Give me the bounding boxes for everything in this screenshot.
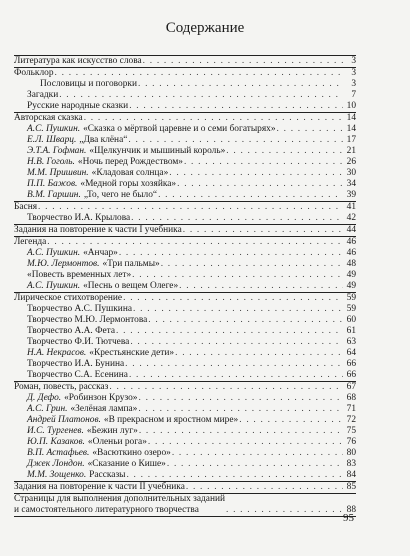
toc-entry-page: 66 bbox=[346, 370, 356, 380]
toc-entry-author: М.Ю. Лермонтов. bbox=[27, 259, 100, 269]
toc-entry-page: 68 bbox=[346, 393, 356, 403]
toc-entry-title: Русские народные сказки bbox=[27, 101, 129, 111]
toc-entry-page: 3 bbox=[351, 56, 356, 66]
toc-entry-page: 64 bbox=[346, 348, 356, 358]
toc-entry-title: «Повесть временных лет» bbox=[27, 270, 132, 280]
toc-entry-author: Джек Лондон. bbox=[27, 459, 85, 469]
dot-leader bbox=[129, 370, 343, 381]
toc-entry[interactable] bbox=[14, 370, 356, 381]
dot-leader bbox=[128, 135, 343, 146]
toc-entry-title: Творчество А.С. Пушкина bbox=[27, 304, 133, 314]
dot-leader bbox=[175, 348, 343, 359]
toc-entry[interactable] bbox=[14, 190, 356, 201]
toc-section bbox=[14, 113, 356, 202]
toc-entry-title: Рассказы bbox=[89, 470, 126, 480]
toc-entry-author: Н.В. Гоголь. bbox=[27, 157, 75, 167]
dot-leader bbox=[148, 315, 343, 326]
dot-leader bbox=[148, 437, 343, 448]
toc-entry-page: 3 bbox=[351, 68, 356, 78]
toc-entry-page: 39 bbox=[346, 190, 356, 200]
toc-entry-title: Загадки bbox=[27, 90, 59, 100]
toc-entry-title: «В прекрасном и яростном мире» bbox=[103, 415, 239, 425]
dot-leader bbox=[226, 505, 343, 516]
dot-leader bbox=[131, 213, 343, 224]
toc-entry-page: 46 bbox=[346, 248, 356, 258]
toc-entry[interactable] bbox=[14, 101, 356, 112]
toc-entry[interactable] bbox=[14, 359, 356, 370]
toc-entry-page: 17 bbox=[346, 135, 356, 145]
dot-leader bbox=[59, 90, 343, 101]
toc-entry[interactable] bbox=[14, 281, 356, 292]
toc-entry-page: 49 bbox=[346, 270, 356, 280]
toc-entry-author: Д. Дефо. bbox=[27, 393, 62, 403]
dot-leader bbox=[55, 68, 343, 79]
dot-leader bbox=[132, 270, 343, 281]
toc-entry-author: В.П. Астафьев. bbox=[27, 448, 90, 458]
toc-entry-author: В.М. Гаршин. bbox=[27, 190, 81, 200]
toc-entry[interactable] bbox=[14, 304, 356, 315]
toc-entry-page: 7 bbox=[351, 90, 356, 100]
toc-entry-page: 44 bbox=[346, 225, 356, 235]
toc-entry-page: 49 bbox=[346, 281, 356, 291]
toc-entry-page: 46 bbox=[346, 237, 356, 247]
toc-section bbox=[14, 68, 356, 113]
toc-entry-title: Задания на повторение к части I учебника bbox=[14, 225, 182, 235]
toc-entry[interactable] bbox=[14, 56, 356, 67]
toc-entry[interactable] bbox=[14, 494, 356, 516]
toc-entry-page: 72 bbox=[346, 415, 356, 425]
toc-entry-title: Творчество М.Ю. Лермонтова bbox=[27, 315, 148, 325]
toc-entry-page: 83 bbox=[346, 459, 356, 469]
toc-entry-title: Авторская сказка bbox=[14, 113, 83, 123]
toc-entry-title: «Песнь о вещем Олеге» bbox=[83, 281, 179, 291]
toc-entry-title: Роман, повесть, рассказ bbox=[14, 382, 109, 392]
toc-entry-page: 66 bbox=[346, 359, 356, 369]
dot-leader bbox=[139, 393, 344, 404]
toc-section bbox=[14, 494, 356, 516]
toc-entry-author: П.П. Бажов. bbox=[27, 179, 78, 189]
toc-entry-title: Пословицы и поговорки bbox=[40, 79, 137, 89]
toc-entry-title: «Три пальмы» bbox=[102, 259, 160, 269]
toc-section bbox=[14, 482, 356, 494]
toc-entry-title: Литература как искусство слова bbox=[14, 56, 142, 66]
toc-entry[interactable] bbox=[14, 293, 356, 304]
toc-entry-page: 88 bbox=[346, 505, 356, 515]
toc-entry-author: Е.Л. Шварц. bbox=[27, 135, 77, 145]
dot-leader bbox=[130, 337, 343, 348]
toc-entry[interactable] bbox=[14, 270, 356, 281]
toc-entry-page: 30 bbox=[346, 168, 356, 178]
toc-entry-title: «Сказка о мёртвой царевне и о семи богатырях» bbox=[83, 124, 276, 134]
dot-leader bbox=[84, 113, 343, 124]
toc-entry-title: Задания на повторение к части II учебника bbox=[14, 482, 185, 492]
toc-section bbox=[14, 56, 356, 68]
toc-entry[interactable] bbox=[14, 202, 356, 213]
toc-entry-author: Э.Т.А. Гофман. bbox=[27, 146, 87, 156]
toc-entry-page: 63 bbox=[346, 337, 356, 347]
toc-entry-page: 80 bbox=[346, 448, 356, 458]
toc-entry-title: «Бежин луг» bbox=[86, 426, 138, 436]
toc-entry[interactable] bbox=[14, 90, 356, 101]
toc-section bbox=[14, 202, 356, 225]
toc-entry[interactable] bbox=[14, 382, 356, 393]
toc-entry-page: 34 bbox=[346, 179, 356, 189]
toc-entry[interactable] bbox=[14, 157, 356, 168]
toc-entry-page: 21 bbox=[346, 146, 356, 156]
toc-entry-page: 14 bbox=[346, 113, 356, 123]
toc-entry-title: «Кладовая солнца» bbox=[91, 168, 169, 178]
dot-leader bbox=[126, 470, 343, 481]
toc-entry-page: 10 bbox=[346, 101, 356, 111]
dot-leader bbox=[158, 190, 343, 201]
toc-entry-title: Творчество И.А. Бунина bbox=[27, 359, 125, 369]
toc-entry[interactable] bbox=[14, 404, 356, 415]
toc-entry-title: «Робинзон Крузо» bbox=[64, 393, 138, 403]
dot-leader bbox=[133, 304, 343, 315]
dot-leader bbox=[169, 168, 343, 179]
toc-entry[interactable] bbox=[14, 337, 356, 348]
toc-entry-author: М.М. Пришвин. bbox=[27, 168, 89, 178]
toc-entry-page: 59 bbox=[346, 293, 356, 303]
dot-leader bbox=[177, 179, 343, 190]
toc-entry-title: Творчество А.А. Фета bbox=[27, 326, 116, 336]
toc-entry[interactable] bbox=[14, 448, 356, 459]
toc-entry-title: «Васюткино озеро» bbox=[92, 448, 171, 458]
toc-entry-page: 84 bbox=[346, 470, 356, 480]
toc-entry-title: «Сказание о Кише» bbox=[87, 459, 166, 469]
toc-entry-title: Творчество И.А. Крылова bbox=[27, 213, 131, 223]
dot-leader bbox=[186, 482, 343, 493]
toc-entry[interactable] bbox=[14, 315, 356, 326]
toc-entry[interactable] bbox=[14, 79, 356, 90]
toc-entry-title: Басня bbox=[14, 202, 38, 212]
toc-entry[interactable] bbox=[14, 146, 356, 157]
toc-entry-title bbox=[14, 494, 225, 516]
dot-leader bbox=[179, 281, 343, 292]
toc-entry-title: Фольклор bbox=[14, 68, 54, 78]
toc-entry-page: 41 bbox=[346, 202, 356, 212]
toc-entry-title: «Щелкунчик и мышиный король» bbox=[89, 146, 226, 156]
dot-leader bbox=[167, 459, 343, 470]
dot-leader bbox=[125, 359, 343, 370]
toc-entry-title: „Два клёна“ bbox=[79, 135, 128, 145]
dot-leader bbox=[277, 124, 343, 135]
toc-entry-title: „То, чего не было“ bbox=[83, 190, 158, 200]
toc-entry[interactable] bbox=[14, 482, 356, 493]
toc-section bbox=[14, 293, 356, 382]
dot-leader bbox=[138, 404, 343, 415]
toc-entry-title: Лирическое стихотворение bbox=[14, 293, 123, 303]
toc-entry-author: А.С. Пушкин. bbox=[27, 248, 81, 258]
toc-entry-page: 85 bbox=[346, 482, 356, 492]
toc-entry-title: «Оленьи рога» bbox=[87, 437, 147, 447]
dot-leader bbox=[139, 426, 343, 437]
page-number: 95 bbox=[343, 512, 354, 524]
dot-leader bbox=[226, 146, 343, 157]
toc-entry[interactable] bbox=[14, 124, 356, 135]
toc-entry-page: 42 bbox=[346, 213, 356, 223]
toc-entry-title-line: Страницы для выполнения дополнительных заданий bbox=[14, 494, 225, 504]
dot-leader bbox=[143, 56, 343, 67]
table-of-contents bbox=[14, 55, 356, 517]
dot-leader bbox=[184, 157, 343, 168]
toc-entry[interactable] bbox=[14, 248, 356, 259]
toc-entry-title: «Ночь перед Рождеством» bbox=[77, 157, 183, 167]
dot-leader bbox=[109, 382, 343, 393]
toc-entry-title: «Медной горы хозяйка» bbox=[80, 179, 177, 189]
dot-leader bbox=[172, 448, 343, 459]
toc-entry-page: 3 bbox=[351, 79, 356, 89]
dot-leader bbox=[183, 225, 343, 236]
toc-entry-page: 75 bbox=[346, 426, 356, 436]
toc-entry-page: 48 bbox=[346, 259, 356, 269]
dot-leader bbox=[239, 415, 343, 426]
toc-entry-title: Творчество С.А. Есенина bbox=[27, 370, 128, 380]
dot-leader bbox=[129, 101, 343, 112]
dot-leader bbox=[38, 202, 343, 213]
toc-entry[interactable] bbox=[14, 426, 356, 437]
toc-entry[interactable] bbox=[14, 326, 356, 337]
toc-entry[interactable] bbox=[14, 113, 356, 124]
toc-section bbox=[14, 237, 356, 293]
toc-entry[interactable] bbox=[14, 237, 356, 248]
toc-entry-author: А.С. Пушкин. bbox=[27, 124, 81, 134]
toc-entry-page: 71 bbox=[346, 404, 356, 414]
toc-section bbox=[14, 225, 356, 237]
page-title: Содержание bbox=[165, 20, 245, 36]
toc-entry[interactable] bbox=[14, 168, 356, 179]
toc-entry-author: М.М. Зощенко. bbox=[27, 470, 87, 480]
toc-entry-author: А.С. Пушкин. bbox=[27, 281, 81, 291]
toc-entry-title-line: и самостоятельного литературного творчества bbox=[14, 505, 199, 515]
toc-entry[interactable] bbox=[14, 68, 356, 79]
toc-entry-page: 14 bbox=[346, 124, 356, 134]
toc-entry-author: А.С. Грин. bbox=[27, 404, 68, 414]
toc-entry-title: Творчество Ф.И. Тютчева bbox=[27, 337, 130, 347]
dot-leader bbox=[119, 248, 343, 259]
dot-leader bbox=[138, 79, 343, 90]
toc-entry-page: 67 bbox=[346, 382, 356, 392]
toc-entry[interactable] bbox=[14, 415, 356, 426]
toc-entry[interactable] bbox=[14, 459, 356, 470]
toc-entry[interactable] bbox=[14, 259, 356, 270]
toc-entry[interactable] bbox=[14, 179, 356, 190]
toc-entry-author: Н.А. Некрасов. bbox=[27, 348, 87, 358]
toc-entry-author: Ю.П. Казаков. bbox=[27, 437, 85, 447]
dot-leader bbox=[161, 259, 343, 270]
toc-entry[interactable] bbox=[14, 213, 356, 224]
toc-entry[interactable] bbox=[14, 437, 356, 448]
toc-entry-page: 76 bbox=[346, 437, 356, 447]
toc-section bbox=[14, 382, 356, 482]
toc-entry[interactable] bbox=[14, 470, 356, 481]
toc-entry[interactable] bbox=[14, 348, 356, 359]
toc-entry[interactable] bbox=[14, 225, 356, 236]
toc-entry-title: «Зелёная лампа» bbox=[70, 404, 138, 414]
toc-entry-title: «Крестьянские дети» bbox=[89, 348, 175, 358]
toc-entry[interactable] bbox=[14, 135, 356, 146]
dot-leader bbox=[123, 293, 343, 304]
toc-entry-author: Андрей Платонов. bbox=[27, 415, 101, 425]
toc-entry-title: «Анчар» bbox=[83, 248, 118, 258]
toc-entry-author: И.С. Тургенев. bbox=[27, 426, 84, 436]
toc-entry-page: 60 bbox=[346, 315, 356, 325]
dot-leader bbox=[116, 326, 343, 337]
toc-entry-page: 59 bbox=[346, 304, 356, 314]
toc-entry[interactable] bbox=[14, 393, 356, 404]
toc-entry-title: Легенда bbox=[14, 237, 47, 247]
toc-entry-page: 26 bbox=[346, 157, 356, 167]
dot-leader bbox=[47, 237, 343, 248]
toc-entry-page: 61 bbox=[346, 326, 356, 336]
